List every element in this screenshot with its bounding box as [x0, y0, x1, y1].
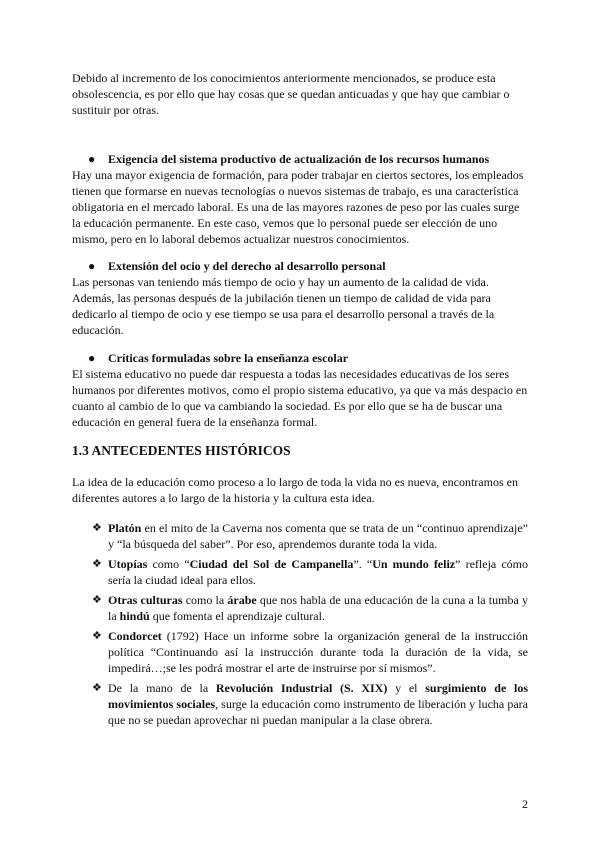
section-heading-leisure [88, 258, 386, 274]
item-text: y el [387, 681, 426, 695]
section-heading-text: Exigencia del sistema productivo de actualización de los recursos humanos [108, 152, 490, 166]
item-bold: árabe [227, 593, 257, 607]
section-body-leisure: Las personas van teniendo más tiempo de ocio y hay un aumento de la calidad de vida. Además, las personas después de la jubilación tienen un tiempo de calidad de vida para dedicarlo al tiempo de ocio y ese tiempo se usa para el desarrollo personal a través de la educación. [72, 275, 495, 337]
history-list [92, 520, 528, 732]
section-heading-criticism [88, 350, 348, 366]
diamond-bullet-icon: ❖ [92, 630, 102, 642]
item-text: , surge la educación como instrumento de liberación y lucha para que no se puedan aprovechar ni puedan manipular a la clase obrera. [108, 697, 528, 727]
item-bold: Un mundo feliz [372, 557, 456, 571]
item-text: (1792) Hace un informe sobre la organización general de la instrucción política “Continuando así la instrucción durante toda la duración de la vida, se impedirá…;se les podrá mostrar el arte de instruirse por sí mismos”. [108, 629, 528, 675]
item-bold: Condorcet [108, 629, 162, 643]
item-text: De la mano de la [108, 681, 216, 695]
item-bold: surgimiento de los movimientos sociales [108, 681, 528, 711]
section-body-criticism: El sistema educativo no puede dar respuesta a todas las necesidades educativas de los seres humanos por diferentes motivos, como el propio sistema educativo, ya que va más despacio en cuanto al cambio de lo que va cambiando la sociedad. Es por ello que se ha de buscar una educación en general fuera de la enseñanza formal. [72, 367, 528, 429]
item-bold: Ciudad del Sol de Campanella [189, 557, 354, 571]
item-text: que nos habla de una educación de la cuna a la tumba y la [108, 593, 528, 623]
bullet-dot-icon: ● [88, 152, 96, 166]
item-bold: Revolución Industrial (S. XIX) [215, 681, 388, 695]
page-number: 2 [522, 797, 528, 811]
list-item-culturas [92, 592, 528, 624]
item-text: que fomenta el aprendizaje cultural. [149, 609, 325, 623]
section-heading-text: Críticas formuladas sobre la enseñanza escolar [108, 351, 349, 365]
item-text: como “ [147, 557, 190, 571]
item-text: en el mito de la Caverna nos comenta que se trata de un “continuo aprendizaje” y “la búsqueda del saber”. Por eso, aprendemos durante toda la vida. [108, 521, 528, 551]
item-bold: hindú [119, 609, 150, 623]
diamond-bullet-icon: ❖ [92, 682, 102, 694]
diamond-bullet-icon: ❖ [92, 594, 102, 606]
diamond-bullet-icon: ❖ [92, 558, 102, 570]
item-text: ” refleja cómo sería la ciudad ideal para ellos. [108, 557, 529, 587]
item-text: ”. “ [353, 557, 373, 571]
section-body-productive: Hay una mayor exigencia de formación, para poder trabajar en ciertos sectores, los empleados tienen que formarse en nuevas tecnologías o nuevos sistemas de trabajo, es una característica obligatoria en el mercado laboral. Es una de las mayores razones de peso por las cuales surge la educación permanente. En este caso, vemos que lo personal puede ser elección de uno mismo, pero en lo laboral debemos actualizar nuestros conocimientos. [72, 168, 524, 246]
intro-paragraph: Debido al incremento de los conocimientos anteriormente mencionados, se produce esta obsolescencia, es por ello que hay cosas que se quedan anticuadas y que hay que cambiar o sustituir por otras. [72, 71, 510, 117]
section-title: 1.3 ANTECEDENTES HISTÓRICOS [72, 443, 291, 458]
section-heading-text: Extensión del ocio y del derecho al desarrollo personal [108, 259, 386, 273]
list-item-utopias [92, 556, 528, 588]
diamond-bullet-icon: ❖ [92, 522, 102, 534]
list-item-revolucion [92, 680, 528, 728]
bullet-dot-icon: ● [88, 259, 96, 273]
bullet-dot-icon: ● [88, 351, 96, 365]
list-item-platon [92, 520, 528, 552]
item-text: como la [182, 593, 228, 607]
item-bold: Utopías [108, 557, 148, 571]
item-bold: Platón [108, 521, 142, 535]
history-intro: La idea de la educación como proceso a lo largo de toda la vida no es nueva, encontramos en diferentes autores a lo largo de la historia y la cultura esta idea. [72, 475, 518, 505]
list-item-condorcet [92, 628, 528, 676]
section-heading-productive [88, 151, 489, 167]
item-bold: Otras culturas [108, 593, 183, 607]
